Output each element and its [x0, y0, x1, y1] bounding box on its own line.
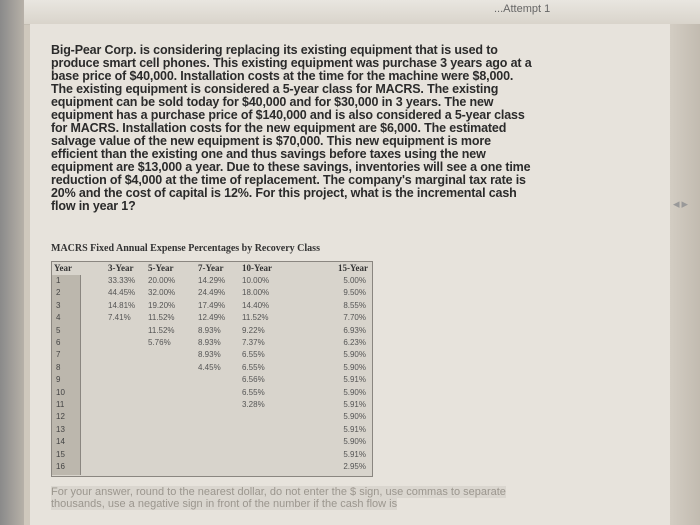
- header-3-year: 3-Year: [108, 263, 134, 273]
- rate-cell-7-year: 12.49%: [198, 313, 226, 323]
- year-cell: 7: [56, 350, 61, 360]
- top-bar: [24, 0, 700, 25]
- rate-cell-15-year: 5.91%: [343, 375, 366, 385]
- left-window-edge: [0, 0, 24, 525]
- rate-cell-15-year: 5.90%: [343, 412, 366, 422]
- rate-cell-15-year: 5.90%: [343, 350, 366, 360]
- rate-cell-15-year: 6.93%: [343, 325, 366, 335]
- rate-cell-10-year: 10.00%: [242, 276, 270, 285]
- rate-cell-7-year: 8.93%: [198, 350, 221, 360]
- rate-cell-10-year: 7.37%: [242, 338, 265, 347]
- rate-cell-10-year: 14.40%: [242, 300, 270, 310]
- rate-cell-5-year: 11.52%: [148, 325, 175, 335]
- attempt-title: ...Attempt 1: [494, 3, 551, 15]
- rate-cell-3-year: 7.41%: [108, 313, 131, 323]
- rate-cell-10-year: 9.22%: [242, 325, 265, 335]
- year-cell: 15: [56, 449, 65, 459]
- rate-cell-15-year: 5.90%: [343, 437, 366, 447]
- rate-cell-10-year: 18.00%: [242, 288, 270, 298]
- rate-cell-5-year: 11.52%: [148, 313, 175, 323]
- rate-cell-10-year: 6.55%: [242, 350, 265, 360]
- rate-cell-7-year: 8.93%: [198, 325, 221, 335]
- rate-cell-15-year: 6.23%: [343, 338, 366, 347]
- year-cell: 1: [56, 276, 61, 285]
- rate-cell-5-year: 20.00%: [148, 276, 176, 285]
- rate-cell-15-year: 5.90%: [343, 387, 366, 397]
- rate-cell-7-year: 4.45%: [198, 362, 221, 372]
- answer-instructions: [51, 486, 541, 510]
- rate-cell-7-year: 17.49%: [198, 300, 226, 310]
- rate-cell-15-year: 2.95%: [343, 462, 366, 471]
- rate-cell-7-year: 14.29%: [198, 276, 226, 285]
- rate-cell-10-year: 6.55%: [242, 387, 265, 397]
- year-cell: 11: [56, 400, 65, 409]
- year-cell: 4: [56, 313, 61, 323]
- macrs-table: [51, 261, 373, 477]
- rate-cell-15-year: 8.55%: [343, 300, 366, 310]
- rate-cell-15-year: 5.91%: [343, 449, 366, 459]
- rate-cell-5-year: 19.20%: [148, 300, 176, 310]
- rate-cell-15-year: 9.50%: [343, 288, 366, 298]
- year-cell: 14: [56, 437, 65, 447]
- rate-cell-10-year: 3.28%: [242, 400, 265, 409]
- year-cell: 3: [56, 300, 61, 310]
- rate-cell-15-year: 7.70%: [343, 313, 366, 323]
- year-cell: 8: [56, 362, 61, 372]
- rate-cell-3-year: 14.81%: [108, 300, 136, 310]
- header-7-year: 7-Year: [198, 263, 224, 273]
- year-cell: 13: [56, 424, 65, 434]
- right-window-edge: [670, 24, 700, 525]
- rate-cell-10-year: 6.56%: [242, 375, 265, 385]
- rate-cell-15-year: 5.91%: [343, 400, 366, 409]
- header-5-year: 5-Year: [148, 263, 174, 273]
- year-cell: 5: [56, 325, 61, 335]
- rate-cell-10-year: 11.52%: [242, 313, 269, 323]
- header-10-year: 10-Year: [242, 263, 272, 273]
- rate-cell-3-year: 44.45%: [108, 288, 136, 298]
- rate-cell-7-year: 8.93%: [198, 338, 221, 347]
- header-year: Year: [54, 263, 72, 273]
- header-15-year: 15-Year: [338, 263, 368, 273]
- rate-cell-15-year: 5.90%: [343, 362, 366, 372]
- rate-cell-5-year: 5.76%: [148, 338, 171, 347]
- year-cell: 6: [56, 338, 61, 347]
- year-cell: 16: [56, 462, 65, 471]
- year-cell: 2: [56, 288, 61, 298]
- year-cell: 9: [56, 375, 61, 385]
- rate-cell-7-year: 24.49%: [198, 288, 226, 298]
- question-text: Big-Pear Corp. is considering replacing its existing equipment that is used to produce smart cell phones. This existing equipment was purchase 3 years ago at a base price of $40,000. Installation costs at the time for the machine were $8,000. The existing equipment is considered a 5-year class for MACRS. The existing equipment can be sold today for $40,000 and for $30,000 in 3 years. The new equipment has a purchase price of $140,000 and is also considered a 5-year class for MACRS. Installation costs for the new equipment are $6,000. The estimated salvage value of the new equipment is $70,000. This new equipment is more efficient than the existing one and thus savings before taxes using the new equipment are $13,000 a year. Due to these savings, inventories will see a one time reduction of $4,000 at the time of replacement. The company's marginal tax rate is 20% and the cost of capital is 12%. For this project, what is the incremental cash flow in year 1?: [51, 43, 532, 213]
- horizontal-scroll-arrows-icon[interactable]: ◂▸: [673, 196, 691, 211]
- year-cell: 10: [56, 387, 65, 397]
- year-cell: 12: [56, 412, 65, 422]
- table-caption: MACRS Fixed Annual Expense Percentages by Recovery Class: [51, 243, 320, 254]
- rate-cell-5-year: 32.00%: [148, 288, 176, 298]
- rate-cell-10-year: 6.55%: [242, 362, 265, 372]
- rate-cell-15-year: 5.91%: [343, 424, 366, 434]
- rate-cell-3-year: 33.33%: [108, 276, 136, 285]
- rate-cell-15-year: 5.00%: [343, 276, 366, 285]
- answer-instructions-text: For your answer, round to the nearest dollar, do not enter the $ sign, use commas to separate thousands, use a negative sign in front of the number if the cash flow is: [51, 486, 506, 510]
- table-header-row: [52, 262, 372, 274]
